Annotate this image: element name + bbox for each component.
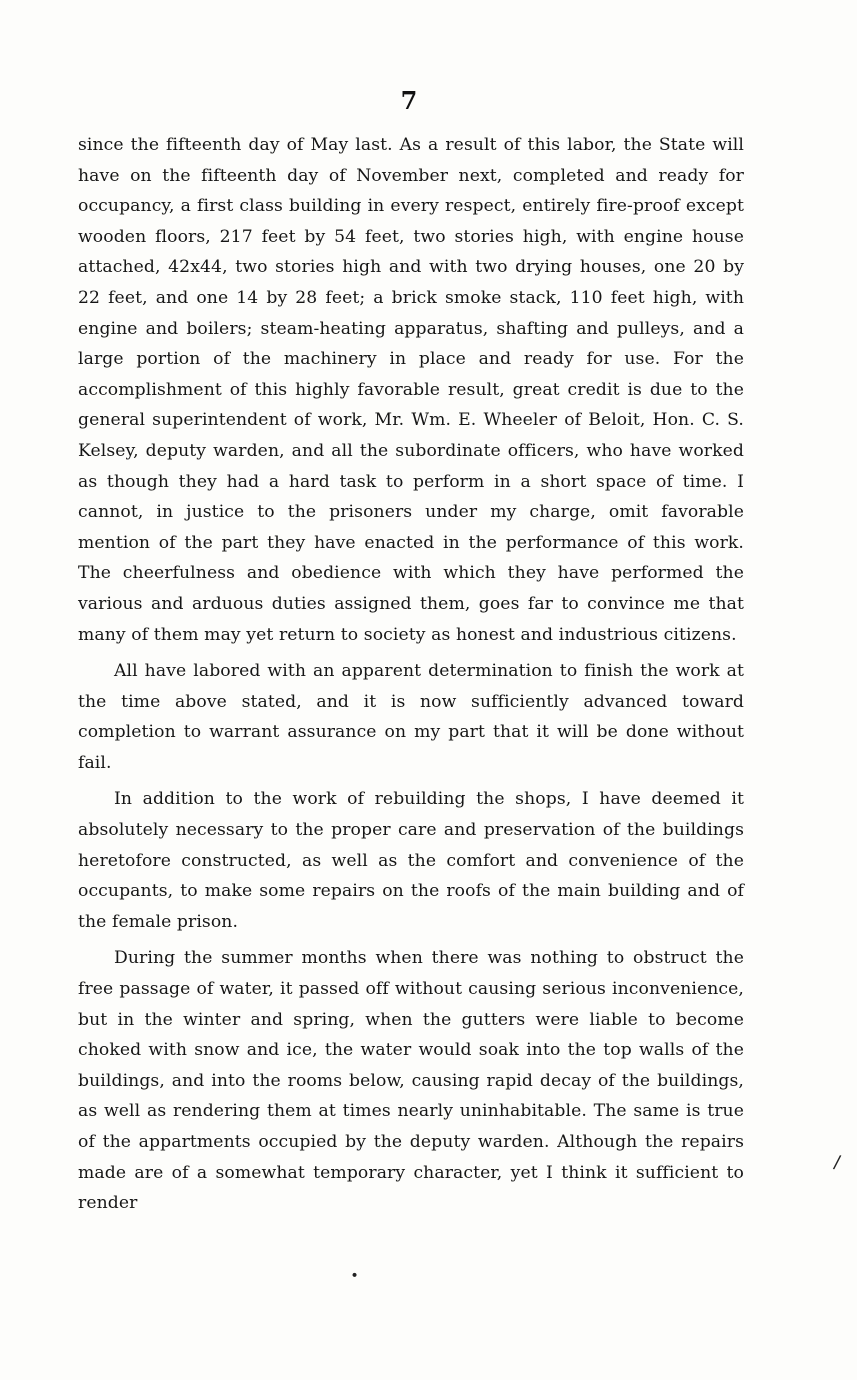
margin-mark: /	[832, 1151, 842, 1174]
page-number: 7	[400, 86, 418, 115]
ink-speck: •	[347, 1267, 361, 1285]
paragraph-labor: All have labored with an apparent determination to finish the work at the time above stated, and it is now sufficiently advanced toward completion to warrant assurance on my part that it will be done without fail.	[78, 661, 744, 773]
body-text	[78, 130, 744, 1225]
paragraph-summer-months: During the summer months when there was nothing to obstruct the free passage of water, it passed off without causing serious inconvenience, but in the winter and spring, when the gutters were liable to become choked with snow and ice, the water would soak into the top walls of the buildings, and into the rooms below, causing rapid decay of the buildings, as well as rendering them at times nearly uninhabitable. The same is true of the appartments occupied by the deputy warden. Although the repairs made are of a somewhat temporary character, yet I think it sufficient to render	[78, 948, 744, 1214]
paragraph-continuation: since the fifteenth day of May last. As a result of this labor, the State will have on the fifteenth day of November next, completed and ready for occupancy, a first class building in every respect, entirely fire-proof except wooden floors, 217 feet by 54 feet, two stories high, with engine house attached, 42x44, two stories high and with two drying houses, one 20 by 22 feet, and one 14 by 28 feet; a brick smoke stack, 110 feet high, with engine and boilers; steam-heating apparatus, shafting and pulleys, and a large portion of the machinery in place and ready for use. For the accomplishment of this highly favorable result, great credit is due to the general superintendent of work, Mr. Wm. E. Wheeler of Beloit, Hon. C. S. Kelsey, deputy warden, and all the subordinate officers, who have worked as though they had a hard task to perform in a short space of time. I cannot, in justice to the prisoners under my charge, omit favorable mention of the part they have enacted in the performance of this work. The cheerfulness and obedience with which they have performed the various and arduous duties assigned them, goes far to convince me that many of them may yet return to society as honest and industrious citizens.	[78, 135, 744, 645]
paragraph-repairs: In addition to the work of rebuilding the shops, I have deemed it absolutely necessary to the proper care and preservation of the buildings heretofore constructed, as well as the comfort and convenience of the occupants, to make some repairs on the roofs of the main building and of the female prison.	[78, 789, 744, 932]
